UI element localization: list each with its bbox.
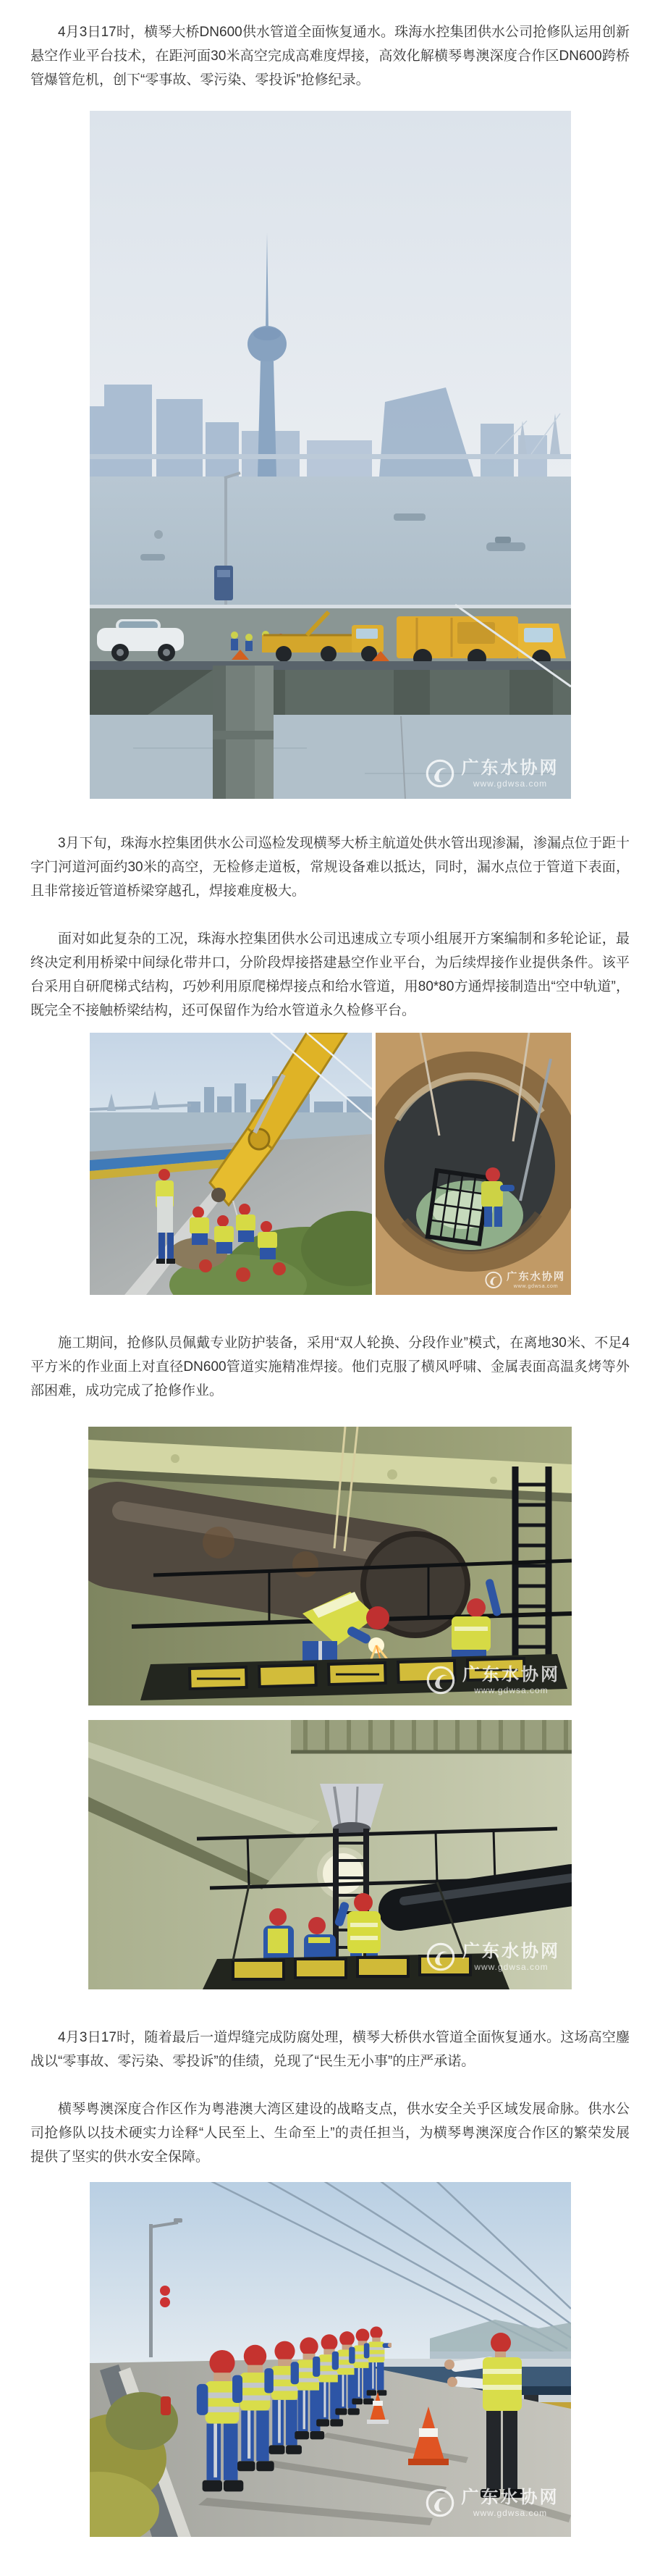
watermark-title: 广东水协网	[461, 2488, 559, 2507]
photo-manhole-inspection	[376, 1033, 571, 1295]
hydrant	[161, 2396, 171, 2415]
photo-bridge-macau-tower-illustration	[90, 111, 571, 799]
watermark-url: www.gdwsa.com	[474, 1962, 549, 1972]
watermark-title: 广东水协网	[462, 1665, 560, 1685]
photo-welding-under-bridge	[88, 1427, 572, 1706]
corrugated-deck	[291, 1720, 572, 1752]
crash-barrier	[90, 661, 571, 670]
photo-bridge-macau-tower	[90, 111, 571, 799]
bridge-pier	[213, 666, 274, 799]
figure-roadwork-pair	[30, 1033, 630, 1295]
paragraph-4: 施工期间，抢修队员佩戴专业防护装备，采用“双人轮换、分段作业”模式，在离地30米、不足4平方米的作业面上对直径DN600管道实施精准焊接。他们克服了横风呼啸、金属表面高温炙烤等外部困难，成功完成了抢修作业。	[30, 1335, 630, 1398]
watermark-url: www.gdwsa.com	[473, 2508, 548, 2518]
bridge-girder	[90, 670, 571, 715]
paragraph-5: 4月3日17时，随着最后一道焊缝完成防腐处理，横琴大桥供水管道全面恢复通水。这场高空鏖战以“零事故、零污染、零投诉”的佳绩，兑现了“民生无小事”的庄严承诺。	[30, 2030, 630, 2069]
photo-suspended-platform	[88, 1720, 572, 1989]
paragraph-2: 3月下旬，珠海水控集团供水公司巡检发现横琴大桥主航道处供水管出现渗漏，渗漏点位于距十字门河道河面约30米的高空，无检修走道板，常规设备难以抵达，同时，漏水点位于管道下表面，且非常接近管道桥梁穿越孔，焊接难度极大。	[30, 836, 630, 899]
figure-suspended-platform	[30, 1720, 630, 1989]
watermark-title: 广东水协网	[506, 1270, 565, 1283]
photo-team-thumbs-up	[90, 2182, 571, 2537]
photo-bridge-roadworks-illustration	[90, 1033, 372, 1295]
paragraph-6: 横琴粤澳深度合作区作为粤港澳大湾区建设的战略支点，供水安全关乎区域发展命脉。供水公司抢修队以技术硬实力诠释“人民至上、生命至上”的责任担当，为横琴粤澳深度合作区的繁荣发展提供了坚实的供水安全保障。	[30, 2102, 630, 2165]
watermark-url: www.gdwsa.com	[474, 1685, 549, 1695]
figure-bridge-overview	[30, 111, 630, 799]
work-platform	[203, 1953, 509, 1989]
watermark-url: www.gdwsa.com	[513, 1283, 558, 1289]
water-near	[90, 715, 571, 799]
photo-team-thumbs-up-illustration	[90, 2182, 571, 2537]
photo-bridge-roadworks	[90, 1033, 372, 1295]
watermark-title: 广东水协网	[462, 1942, 560, 1961]
photo-manhole-inspection-illustration	[376, 1033, 571, 1295]
watermark-title: 广东水协网	[461, 758, 559, 778]
paragraph-1: 4月3日17时，横琴大桥DN600供水管道全面恢复通水。珠海水控集团供水公司抢修队运用创新悬空作业平台技术，在距河面30米高空完成高难度焊接，高效化解横琴粤澳深度合作区DN600跨桥管爆管危机，创下“零事故、零污染、零投诉”抢修纪录。	[30, 25, 630, 88]
photo-suspended-platform-illustration	[88, 1720, 572, 1989]
figure-team-lineup	[30, 2182, 630, 2537]
photo-welding-under-bridge-illustration	[88, 1427, 572, 1706]
figure-welding-platform	[30, 1427, 630, 1706]
paragraph-3: 面对如此复杂的工况，珠海水控集团供水公司迅速成立专项小组展开方案编制和多轮论证，最终决定利用桥梁中间绿化带井口，分阶段焊接搭建悬空作业平台，为后续焊接作业提供条件。该平台采用自研爬梯式结构，巧妙利用原爬梯焊接点和给水管道，用80*80方通焊接制造出“空中轨道”，既完全不接触桥梁结构，还可保留作为给水管道永久检修平台。	[30, 931, 630, 1018]
watermark-url: www.gdwsa.com	[473, 779, 548, 789]
